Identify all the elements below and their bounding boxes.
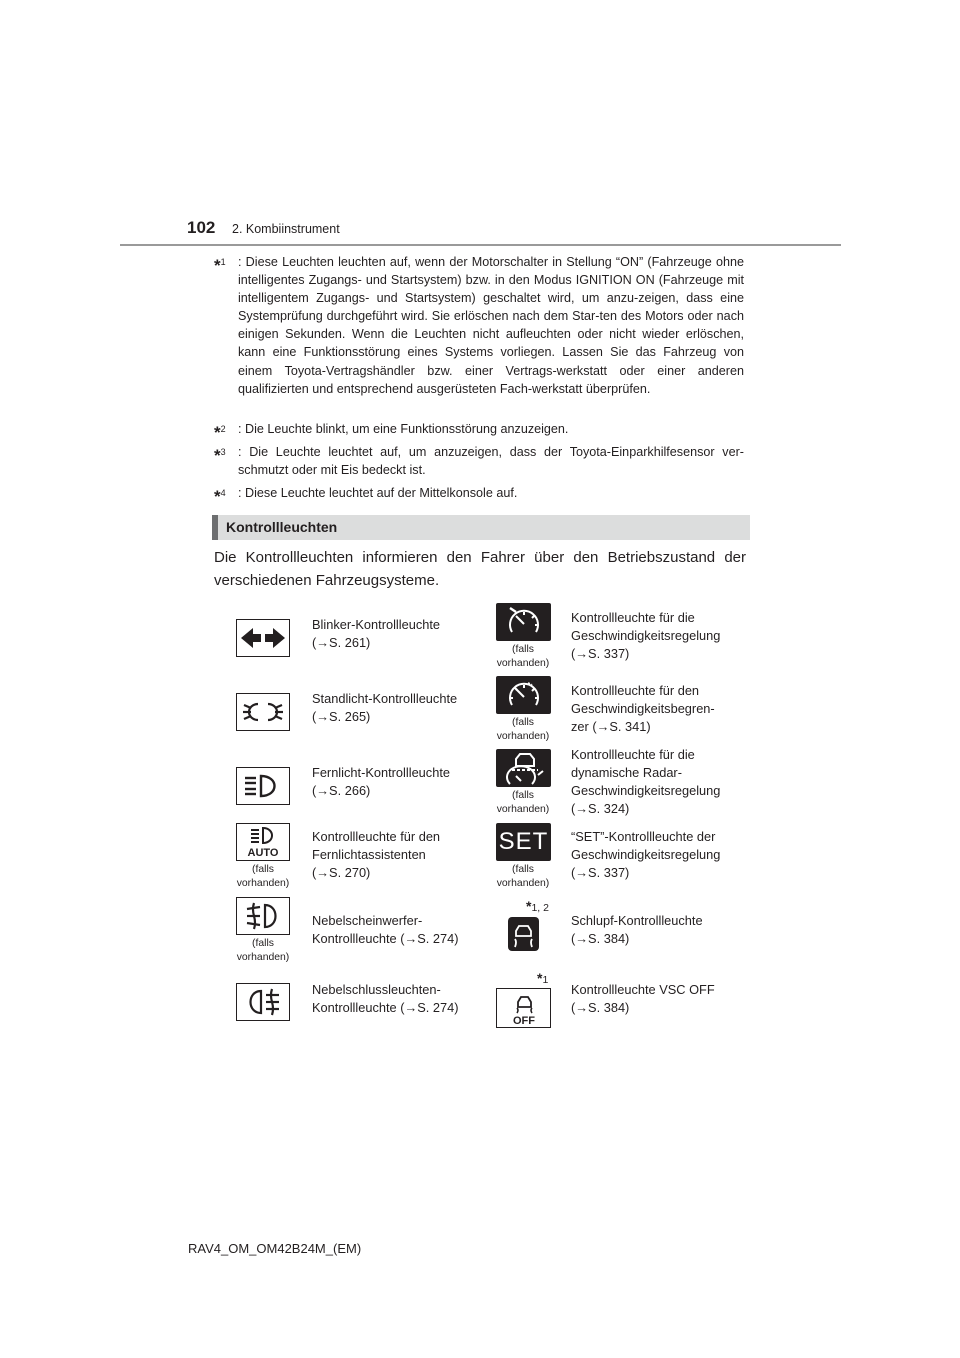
footnote-mark: *$^4$ <box>214 487 226 506</box>
automatic-high-beam-icon <box>236 823 290 861</box>
indicator-description: Kontrollleuchte VSC OFF (→S. 384) <box>571 982 715 1016</box>
page-number: 102 <box>187 218 216 237</box>
document-code: RAV4_OM_OM42B24M_(EM) <box>188 1241 362 1256</box>
section-heading-bar <box>212 515 218 540</box>
indicator-description: Standlicht-Kontrollleuchte (→S. 265) <box>312 691 458 725</box>
optional-note: (falls vorhanden) <box>236 864 290 889</box>
cruise-control-icon <box>496 603 551 641</box>
optional-note: (falls vorhanden) <box>496 864 550 889</box>
optional-note: (falls vorhanden) <box>236 938 290 963</box>
turn-signal-arrows-icon <box>236 619 290 657</box>
footnote-mark: *$^3$ <box>214 446 226 465</box>
chapter-title: 2. Kombiinstrument <box>232 222 340 236</box>
slip-indicator-icon <box>496 915 551 953</box>
svg-text:AUTO: AUTO <box>247 847 279 858</box>
footnote-text: : Diese Leuchten leuchten auf, wenn der Motorschalter in Stellung “ON” (Fahrzeuge ohne intelligentes Zugangs- und Startsystem) bzw. in den Modus IGNITION ON (Fahrzeuge mit intelligentem Zugangs- und Startsystem) geschaltet wird, um anzu-zeigen, dass eine Systemprüfung durchgeführt wird. Sie erlöschen nach dem Star-ten des Motors oder nach einigen Sekunden. Wenn die Leuchten nicht aufleuchten oder nicht wieder erlöschen, kann eine Funktionsstörung eines Systems vorliegen. Lassen Sie das Fahrzeug von einem Toyota-Vertragshändler bzw. einer Vertrags-werkstatt oder einer anderen qualifizierten und entsprechend ausgerüsteten Fach-werkstatt überprüfen. <box>238 255 744 396</box>
footnote-2 <box>214 420 744 442</box>
high-beam-icon <box>236 767 290 805</box>
footnote-mark: *$^1$ <box>214 256 226 275</box>
vsc-off-icon <box>496 988 551 1028</box>
footnote-text: : Diese Leuchte leuchtet auf der Mittelkonsole auf. <box>238 486 518 500</box>
indicator-description: Kontrollleuchte für die Geschwindigkeitsregelung (→S. 337) <box>571 610 721 662</box>
footnote-text: : Die Leuchte leuchtet auf, um anzuzeigen, dass der Toyota-Einparkhilfesensor ver-schmutzt oder mit Eis bedeckt ist. <box>238 445 744 478</box>
footnote-reference: *1, 2 <box>526 898 549 914</box>
optional-note: (falls vorhanden) <box>496 644 550 669</box>
front-fog-light-icon <box>236 897 290 935</box>
section-intro: Die Kontrollleuchten informieren den Fahrer über den Betriebszustand der verschiedenen Fahrzeugsysteme. <box>214 549 746 589</box>
svg-text:OFF: OFF <box>512 1015 535 1026</box>
indicator-description: Fernlicht-Kontrollleuchte (→S. 266) <box>312 765 450 799</box>
footnote-mark: *$^2$ <box>214 423 226 442</box>
rear-fog-light-icon <box>236 983 290 1021</box>
indicator-description: Nebelschlussleuchten- Kontrollleuchte (→S. 274) <box>312 982 459 1016</box>
optional-note: (falls vorhanden) <box>496 717 550 742</box>
indicator-description: Nebelscheinwerfer- Kontrollleuchte (→S. 274) <box>312 913 459 947</box>
set-indicator-icon: SET <box>496 823 551 861</box>
indicator-description: Kontrollleuchte für den Fernlichtassistenten (→S. 270) <box>312 829 441 881</box>
footnote-reference: *1 <box>537 970 549 986</box>
footnote-text: : Die Leuchte blinkt, um eine Funktionsstörung anzuzeigen. <box>238 422 569 436</box>
tail-light-icon <box>236 693 290 731</box>
indicator-description: Kontrollleuchte für die dynamische Radar- Geschwindigkeitsregelung (→S. 324) <box>571 747 721 817</box>
footnote-4 <box>214 484 744 506</box>
optional-note: (falls vorhanden) <box>496 790 550 815</box>
indicator-description: Kontrollleuchte für den Geschwindigkeitsbegren- zer (→S. 341) <box>571 683 715 735</box>
indicator-description: Schlupf-Kontrollleuchte (→S. 384) <box>571 913 703 947</box>
footnote-3 <box>214 443 744 479</box>
radar-cruise-control-icon <box>496 749 551 787</box>
section-title: Kontrollleuchten <box>226 519 338 535</box>
footnote-1 <box>214 253 744 398</box>
indicator-description: “SET”-Kontrollleuchte der Geschwindigkeitsregelung (→S. 337) <box>571 829 721 881</box>
header-rule <box>120 244 841 246</box>
indicator-description: Blinker-Kontrollleuchte (→S. 261) <box>312 617 441 651</box>
section-heading <box>212 515 750 540</box>
speed-limiter-icon <box>496 676 551 714</box>
